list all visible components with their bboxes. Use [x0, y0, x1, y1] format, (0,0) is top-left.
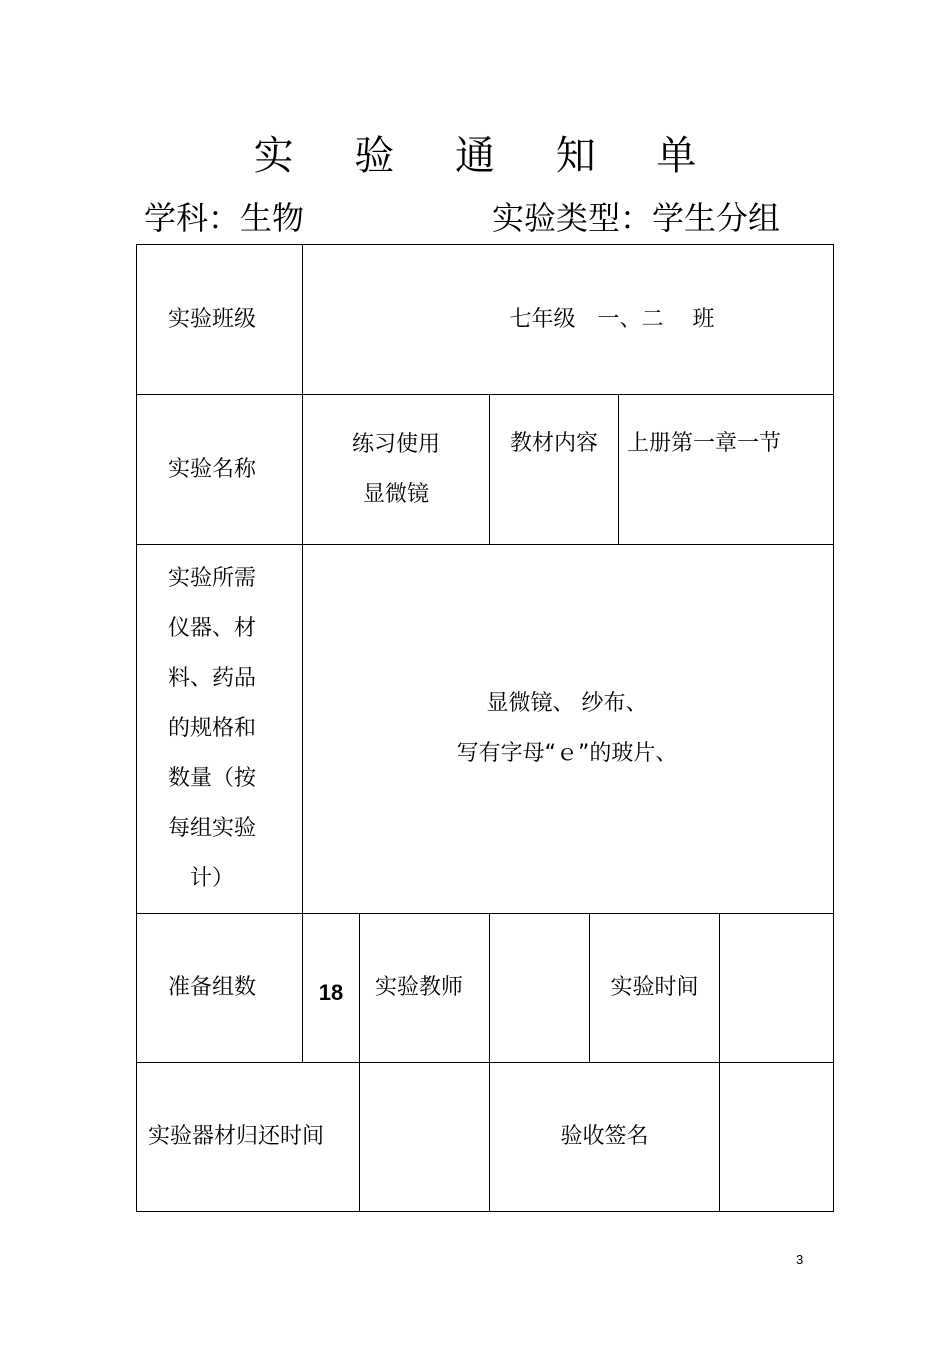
textbook-content-label: 教材内容 — [509, 431, 598, 456]
experiment-type-label: 实验类型：学生分组 — [492, 199, 781, 237]
prep-groups-label: 准备组数 — [167, 975, 256, 1000]
subject-label: 学科：生物 — [144, 199, 305, 237]
acceptance-signature-label: 验收签名 — [560, 1124, 649, 1149]
materials-line2: 写有字母“ｅ”的玻片、 — [456, 741, 678, 766]
materials-label-line: 实验所需 — [167, 566, 256, 591]
materials-line1: 显微镜、 纱布、 — [486, 691, 648, 716]
experiment-name-label: 实验名称 — [167, 456, 256, 482]
textbook-content-value: 上册第一章一节 — [627, 431, 782, 456]
experiment-name-line2: 显微镜 — [362, 481, 429, 507]
form-title: 实 验 通 知 单 — [253, 133, 721, 179]
return-time-value — [360, 1063, 489, 1211]
materials-label-line: 的规格和 — [167, 716, 256, 741]
experiment-name-value — [303, 395, 489, 544]
class-value: 七年级 一、二 班 — [509, 306, 715, 332]
materials-label-line: 数量（按 — [167, 766, 256, 791]
experiment-notice-table — [136, 244, 834, 1212]
experiment-name-line1: 练习使用 — [351, 431, 440, 457]
materials-label — [137, 545, 287, 913]
materials-label-line: 每组实验 — [167, 816, 256, 841]
column-divider — [618, 394, 619, 544]
experiment-time-value — [720, 914, 833, 1062]
materials-label-line: 计） — [189, 866, 234, 891]
teacher-value — [490, 914, 589, 1062]
materials-value — [397, 545, 737, 913]
materials-label-line: 料、药品 — [167, 666, 256, 691]
materials-label-line: 仪器、材 — [167, 616, 256, 641]
return-time-label: 实验器材归还时间 — [147, 1124, 324, 1149]
class-label: 实验班级 — [167, 306, 256, 332]
prep-groups-value: 18 — [318, 980, 344, 1005]
teacher-label: 实验教师 — [374, 975, 463, 1000]
experiment-time-label: 实验时间 — [610, 975, 699, 1000]
acceptance-signature-value — [720, 1063, 833, 1211]
page-number: 3 — [796, 1252, 804, 1267]
